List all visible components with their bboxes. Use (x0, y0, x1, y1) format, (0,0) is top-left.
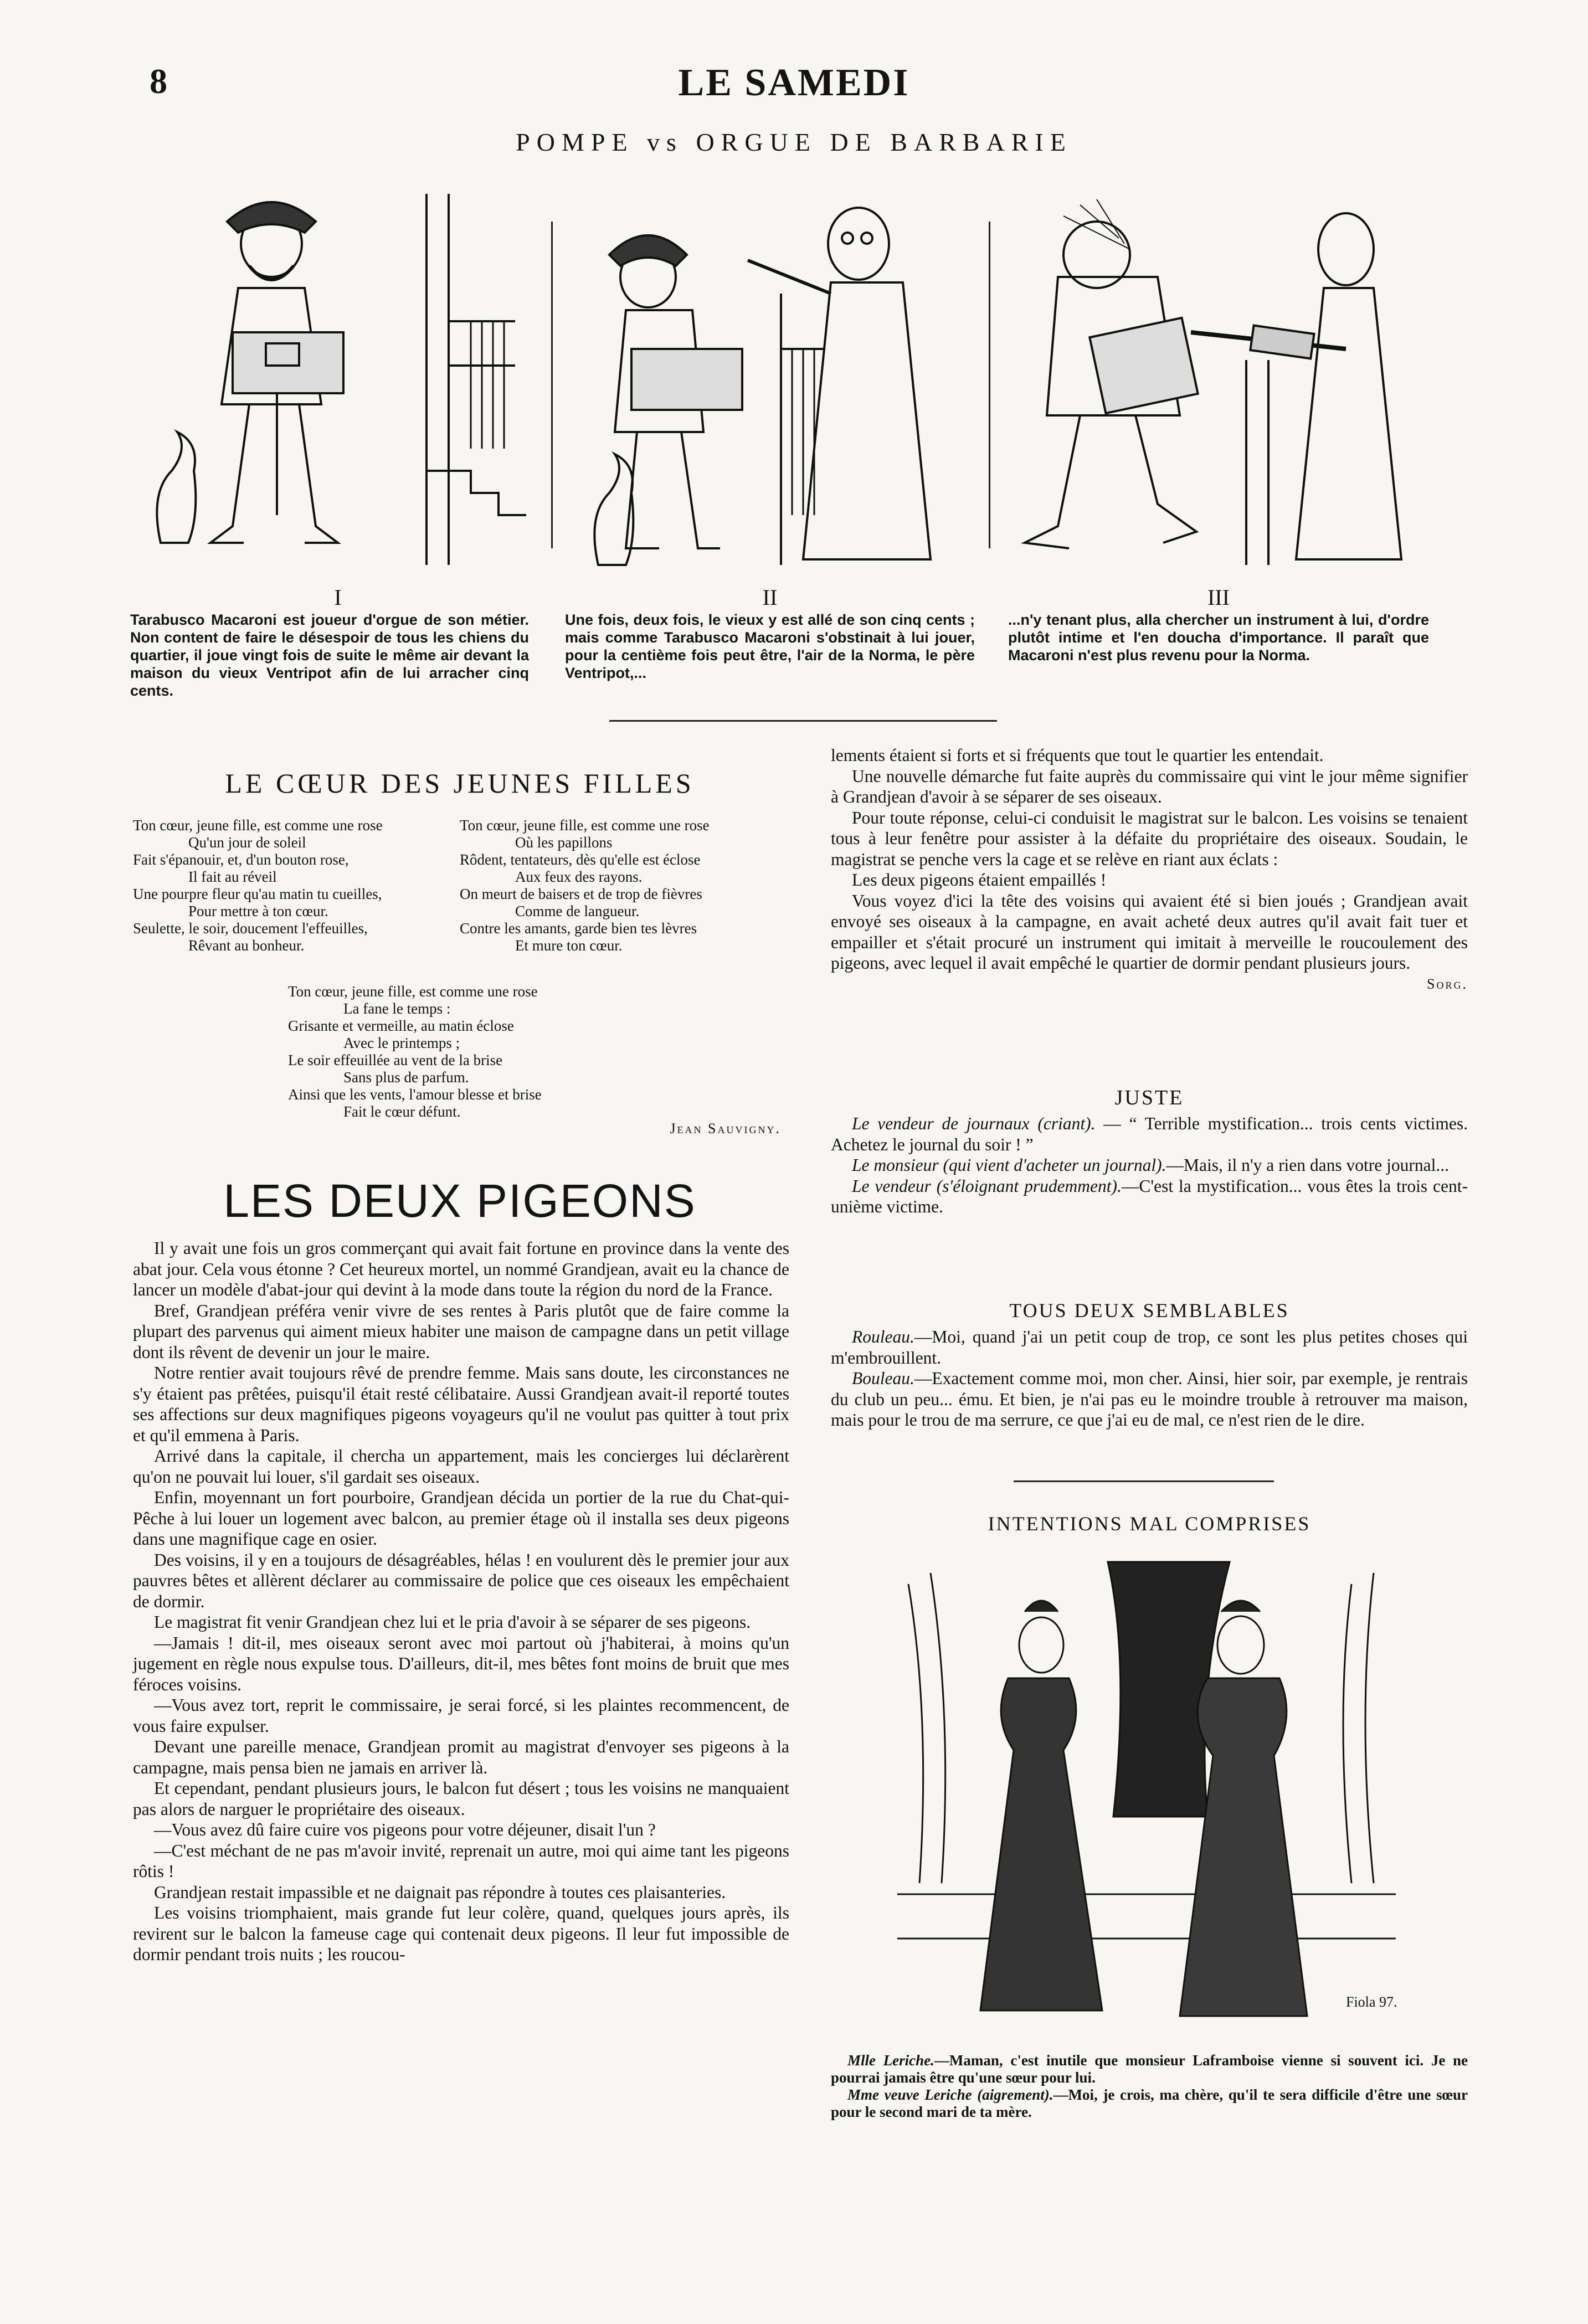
poem-author: Jean Sauvigny. (670, 1120, 781, 1137)
line-text: —Mais, il n'y a rien dans votre journal... (1166, 1155, 1449, 1175)
comic-panel-1-illustration (138, 183, 537, 570)
speaker: Le vendeur de journaux (criant). (852, 1114, 1096, 1133)
panel-divider (551, 222, 553, 548)
juste-title: JUSTE (1114, 1086, 1184, 1109)
poem-line: Rêvant au bonheur. (188, 937, 305, 954)
story-paragraph: —C'est méchant de ne pas m'avoir invité, reprenait un autre, moi qui aime tant les pigeons rôtis ! (133, 1840, 789, 1881)
poem-line: Comme de langueur. (515, 903, 640, 919)
poem-line: Une pourpre fleur qu'au matin tu cueilles, (133, 886, 382, 902)
dialogue-line (831, 1155, 1468, 1176)
story-paragraph: —Jamais ! dit-il, mes oiseaux seront avec moi partout où j'habiterai, à moins qu'un jugement en règle nous expulse tous. D'ailleurs, dit-il, mes bêtes font moins de bruit que mes féroces voisins. (133, 1633, 789, 1694)
story-paragraph: Une nouvelle démarche fut faite auprès du commissaire qui vint le jour même signifier à Grandjean d'avoir à se séparer de ses oiseaux. (831, 766, 1468, 806)
illustration-signature: Fiola 97. (1346, 1994, 1397, 2010)
dialogue-line (831, 1368, 1468, 1431)
story-paragraph: Le magistrat fit venir Grandjean chez lui et le pria d'avoir à se séparer de ses pigeons. (154, 1612, 751, 1632)
speaker: Rouleau. (852, 1327, 914, 1346)
story-paragraph: lements étaient si forts et si fréquents que tout le quartier les entendait. (831, 745, 1324, 765)
speaker: Le monsieur (qui vient d'acheter un journal). (852, 1155, 1166, 1175)
masthead: LE SAMEDI (678, 61, 910, 104)
story-paragraph: Grandjean restait impassible et ne daignait pas répondre à toutes ces plaisanteries. (154, 1882, 726, 1902)
poem-line: La fane le temps : (343, 1000, 451, 1017)
poem-line: Et mure ton cœur. (515, 937, 623, 954)
story-paragraph: Il y avait une fois un gros commerçant qui avait fait fortune en province dans la vente des abat jour. Cela vous étonne ? Cet heureux mortel, un nommé Grandjean, avait eu la chance de lancer un modèle d'abat-jour qui devint à la mode dans toute la région du nord de la France. (133, 1238, 789, 1299)
intentions-title: INTENTIONS MAL COMPRISES (988, 1513, 1311, 1535)
poem-stanza-1 (133, 817, 454, 954)
story-paragraph: Les deux pigeons étaient empaillés ! (852, 870, 1107, 890)
dialogue-line (831, 2086, 1468, 2121)
section-divider (609, 720, 997, 722)
poem-line: Ton cœur, jeune fille, est comme une rose (288, 983, 538, 1000)
poem-line: Ainsi que les vents, l'amour blesse et brise (288, 1086, 542, 1103)
organ-grinder-drawing (138, 183, 537, 570)
poem-line: Sans plus de parfum. (343, 1069, 469, 1086)
organ-grinder-and-old-man-drawing (571, 183, 969, 570)
poem-line: On meurt de baisers et de trop de fièvres (460, 886, 702, 902)
story-title: LES DEUX PIGEONS (223, 1175, 696, 1227)
story-paragraph: Des voisins, il y en a toujours de désagréables, hélas ! en voulurent dès le premier jour aux pauvres bêtes et allèrent déclarer au commissaire de police que ces oiseaux les empêchaient de dormir. (133, 1550, 789, 1611)
story-paragraph: Bref, Grandjean préféra venir vivre de ses rentes à Paris plutôt que de faire comme la plupart des parvenus qui aiment mieux habiter une maison de campagne dans un petit village dont ils rêvent de devenir un jour le maire. (133, 1300, 789, 1362)
intentions-caption (831, 2052, 1468, 2121)
story-paragraph: Devant une pareille menace, Grandjean promit au magistrat d'envoyer ses pigeons à la campagne, mais pensa bien ne jamais en arriver là. (133, 1737, 789, 1777)
comic-panel-3-illustration (1014, 183, 1412, 570)
poem-line: Avec le printemps ; (343, 1035, 460, 1051)
story-paragraph: Enfin, moyennant un fort pourboire, Grandjean décida un portier de la rue du Chat-qui-Pêche à lui louer un logement avec balcon, au premier étage où il installa ses deux pigeons dans une magnifique cage en osier. (133, 1488, 789, 1549)
line-text: —Moi, quand j'ai un petit coup de trop, ce sont les plus petites choses qui m'embrouillent. (831, 1327, 1468, 1367)
panel-divider (989, 222, 990, 548)
poem-line: Contre les amants, garde bien tes lèvres (460, 920, 697, 937)
poem-line: Où les papillons (515, 834, 613, 851)
speaker: Le vendeur (s'éloignant prudemment). (852, 1176, 1122, 1196)
story-paragraph: Pour toute réponse, celui-ci conduisit le magistrat sur le balcon. Les voisins se tenaient tous à leur fenêtre pour assister à la défaite du propriétaire des oiseaux. Soudain, le magistrat se penche vers la cage et se relève en riant aux éclats : (831, 808, 1468, 869)
speaker: Mme veuve Leriche (aigrement). (847, 2086, 1053, 2103)
story-paragraph: Arrivé dans la capitale, il chercha un appartement, mais les concierges lui déclarèrent qu'on ne pouvait lui louer, s'il gardait ses oiseaux. (133, 1446, 789, 1487)
panel-numeral-3: III (1207, 585, 1230, 610)
poem-line: Qu'un jour de soleil (188, 834, 306, 851)
poem-line: Ton cœur, jeune fille, est comme une rose (133, 817, 383, 834)
story-author: Sorg. (1427, 975, 1468, 992)
poem-line: Le soir effeuillée au vent de la brise (288, 1052, 503, 1068)
line-text: —C'est la mystification... vous êtes la trois cent-unième victime. (831, 1176, 1468, 1216)
panel-numeral-2: II (762, 585, 778, 610)
panel-caption-3: ...n'y tenant plus, alla chercher un instrument à lui, d'ordre plutôt intime et l'en doucha d'importance. Il paraît que Macaroni n'est plus revenu pour la Norma. (1008, 611, 1429, 664)
poem-line: Fait s'épanouir, et, d'un bouton rose, (133, 851, 349, 868)
speaker: Bouleau. (852, 1369, 914, 1388)
semblables-dialogue (831, 1326, 1468, 1431)
line-text: —Exactement comme moi, mon cher. Ainsi, hier soir, par exemple, je rentrais du club un peu... ému. Et bien, je n'ai pas eu le moindre trouble à retrouver ma maison, mais pour le trou de ma serrure, ce que j'ai eu de mal, ce n'est rien de le dire. (831, 1369, 1468, 1430)
poem-line: Grisante et vermeille, au matin éclose (288, 1017, 514, 1034)
speaker: Mlle Leriche. (847, 2052, 934, 2069)
panel-numeral-1: I (334, 585, 342, 610)
line-text: — “ Terrible mystification... trois cents victimes. Achetez le journal du soir ! ” (831, 1114, 1468, 1154)
panel-caption-2: Une fois, deux fois, le vieux y est allé de son cinq cents ; mais comme Tarabusco Macaroni s'obstinait à lui jouer, pour la centième fois peut être, l'air de la Norma, le père Ventripot,... (565, 611, 975, 681)
poem-line: Fait le cœur défunt. (343, 1103, 461, 1120)
comic-title: POMPE vs ORGUE DE BARBARIE (516, 128, 1072, 156)
poem-line: Pour mettre à ton cœur. (188, 903, 328, 919)
two-women-drawing (897, 1551, 1396, 2038)
section-divider (1014, 1480, 1274, 1482)
poem-line: Ton cœur, jeune fille, est comme une rose (460, 817, 710, 834)
line-text: —Moi, je crois, ma chère, qu'il te sera difficile d'être une sœur pour le second mari de ta mère. (831, 2086, 1468, 2120)
story-paragraph: Notre rentier avait toujours rêvé de prendre femme. Mais sans doute, les circonstances ne s'y étaient pas prêtées, puisqu'il était resté célibataire. Aussi Grandjean avait-il reporté toutes ses affections sur deux magnifiques pigeons voyageurs qu'il ne voulut pas quitter à tout prix et qu'il emmena à Paris. (133, 1363, 789, 1445)
comic-panel-2-illustration (571, 183, 969, 570)
poem-line: Aux feux des rayons. (515, 868, 643, 885)
poem-stanza-3 (288, 983, 631, 1120)
two-women-illustration (897, 1551, 1396, 2038)
pump-spraying-drawing (1014, 183, 1412, 570)
story-paragraph: Vous voyez d'ici la tête des voisins qui avaient été si bien joués ; Grandjean avait envoyé ses oiseaux à la campagne, en avait acheté deux autres qu'il avait fait tuer et empailler et s'était procuré un instrument qui imitait à merveille le roucoulement des pigeons, avec lequel il avait empêché le quartier de dormir pendant plusieurs jours. (831, 891, 1468, 973)
line-text: —Maman, c'est inutile que monsieur Laframboise vienne si souvent ici. Je ne pourrai jamais être qu'une sœur pour lui. (831, 2052, 1468, 2086)
dialogue-line (831, 1176, 1468, 1217)
story-paragraph: Les voisins triomphaient, mais grande fut leur colère, quand, quelques jours après, ils revirent sur le balcon la fameuse cage qui contenait deux pigeons. Il leur fut impossible de dormir pendant trois nuits ; les roucou- (133, 1903, 789, 1964)
story-paragraph: Et cependant, pendant plusieurs jours, le balcon fut désert ; tous les voisins ne manquaient pas alors de narguer le propriétaire des oiseaux. (133, 1778, 789, 1819)
story-continuation (831, 745, 1468, 994)
dialogue-line (831, 1326, 1468, 1368)
poem-line: Seulette, le soir, doucement l'effeuilles, (133, 920, 368, 937)
story-paragraph: —Vous avez dû faire cuire vos pigeons pour votre déjeuner, disait l'un ? (154, 1820, 656, 1839)
story-paragraph: —Vous avez tort, reprit le commissaire, je serai forcé, si les plaintes recommencent, de vous faire expulser. (133, 1695, 789, 1736)
dialogue-line (831, 2052, 1468, 2086)
panel-caption-1: Tarabusco Macaroni est joueur d'orgue de son métier. Non content de faire le désespoir de tous les chiens du quartier, il joue vingt fois de suite le même air devant la maison du vieux Ventripot afin de lui arracher cinq cents. (130, 611, 529, 699)
page-number: 8 (150, 61, 167, 101)
juste-dialogue (831, 1113, 1468, 1217)
poem-stanza-2 (460, 817, 792, 954)
dialogue-line (831, 1113, 1468, 1155)
semblables-title: TOUS DEUX SEMBLABLES (1009, 1299, 1289, 1322)
poem-line: Il fait au réveil (188, 868, 277, 885)
story-body (133, 1238, 789, 1965)
poem-title: LE CŒUR DES JEUNES FILLES (225, 768, 695, 799)
poem-line: Rôdent, tentateurs, dès qu'elle est éclose (460, 851, 701, 868)
